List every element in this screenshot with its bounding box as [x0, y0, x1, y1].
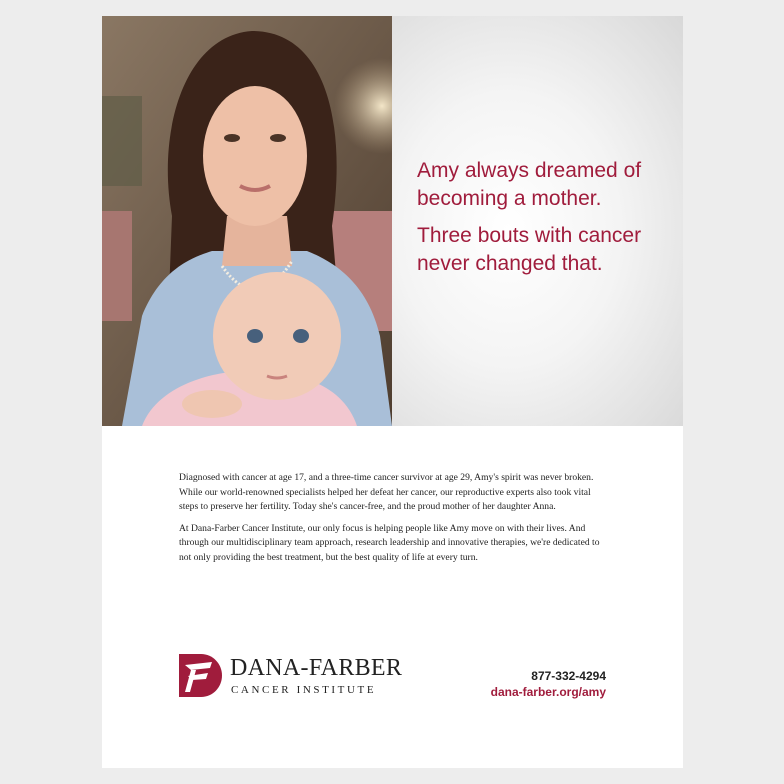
body-copy: [179, 471, 609, 573]
logo-subtitle: CANCER INSTITUTE: [231, 684, 377, 696]
contact-info: [491, 668, 606, 700]
dana-farber-logo-mark-icon: [179, 654, 222, 697]
phone-number[interactable]: 877-332-4294: [531, 669, 606, 683]
mother-and-baby-photo: [102, 16, 392, 426]
body-paragraph-1: Diagnosed with cancer at age 17, and a three-time cancer survivor at age 29, Amy's spirit was never broken. While our world-renowned specialists helped her defeat her cancer, our reproductive experts also took vital steps to preserve her fertility. Today she's cancer-free, and the proud mother of her daughter Anna.: [179, 472, 594, 513]
headline-panel: [392, 16, 683, 426]
headline-line-2: Three bouts with cancer never changed that.: [417, 224, 642, 275]
dana-farber-logo: [179, 652, 419, 700]
headline: [417, 157, 679, 287]
photo-illustration: [102, 16, 392, 426]
website-link[interactable]: dana-farber.org/amy: [490, 685, 606, 699]
headline-line-1: Amy always dreamed of becoming a mother.: [417, 159, 642, 210]
advertisement-page: [102, 16, 683, 768]
logo-name: DANA-FARBER: [230, 655, 403, 681]
body-paragraph-2: At Dana-Farber Cancer Institute, our only focus is helping people like Amy move on with their lives. And through our multidisciplinary team approach, research leadership and innovative therapies, we're dedicated to not only providing the best treatment, but the best quality of life at every turn.: [179, 522, 600, 563]
